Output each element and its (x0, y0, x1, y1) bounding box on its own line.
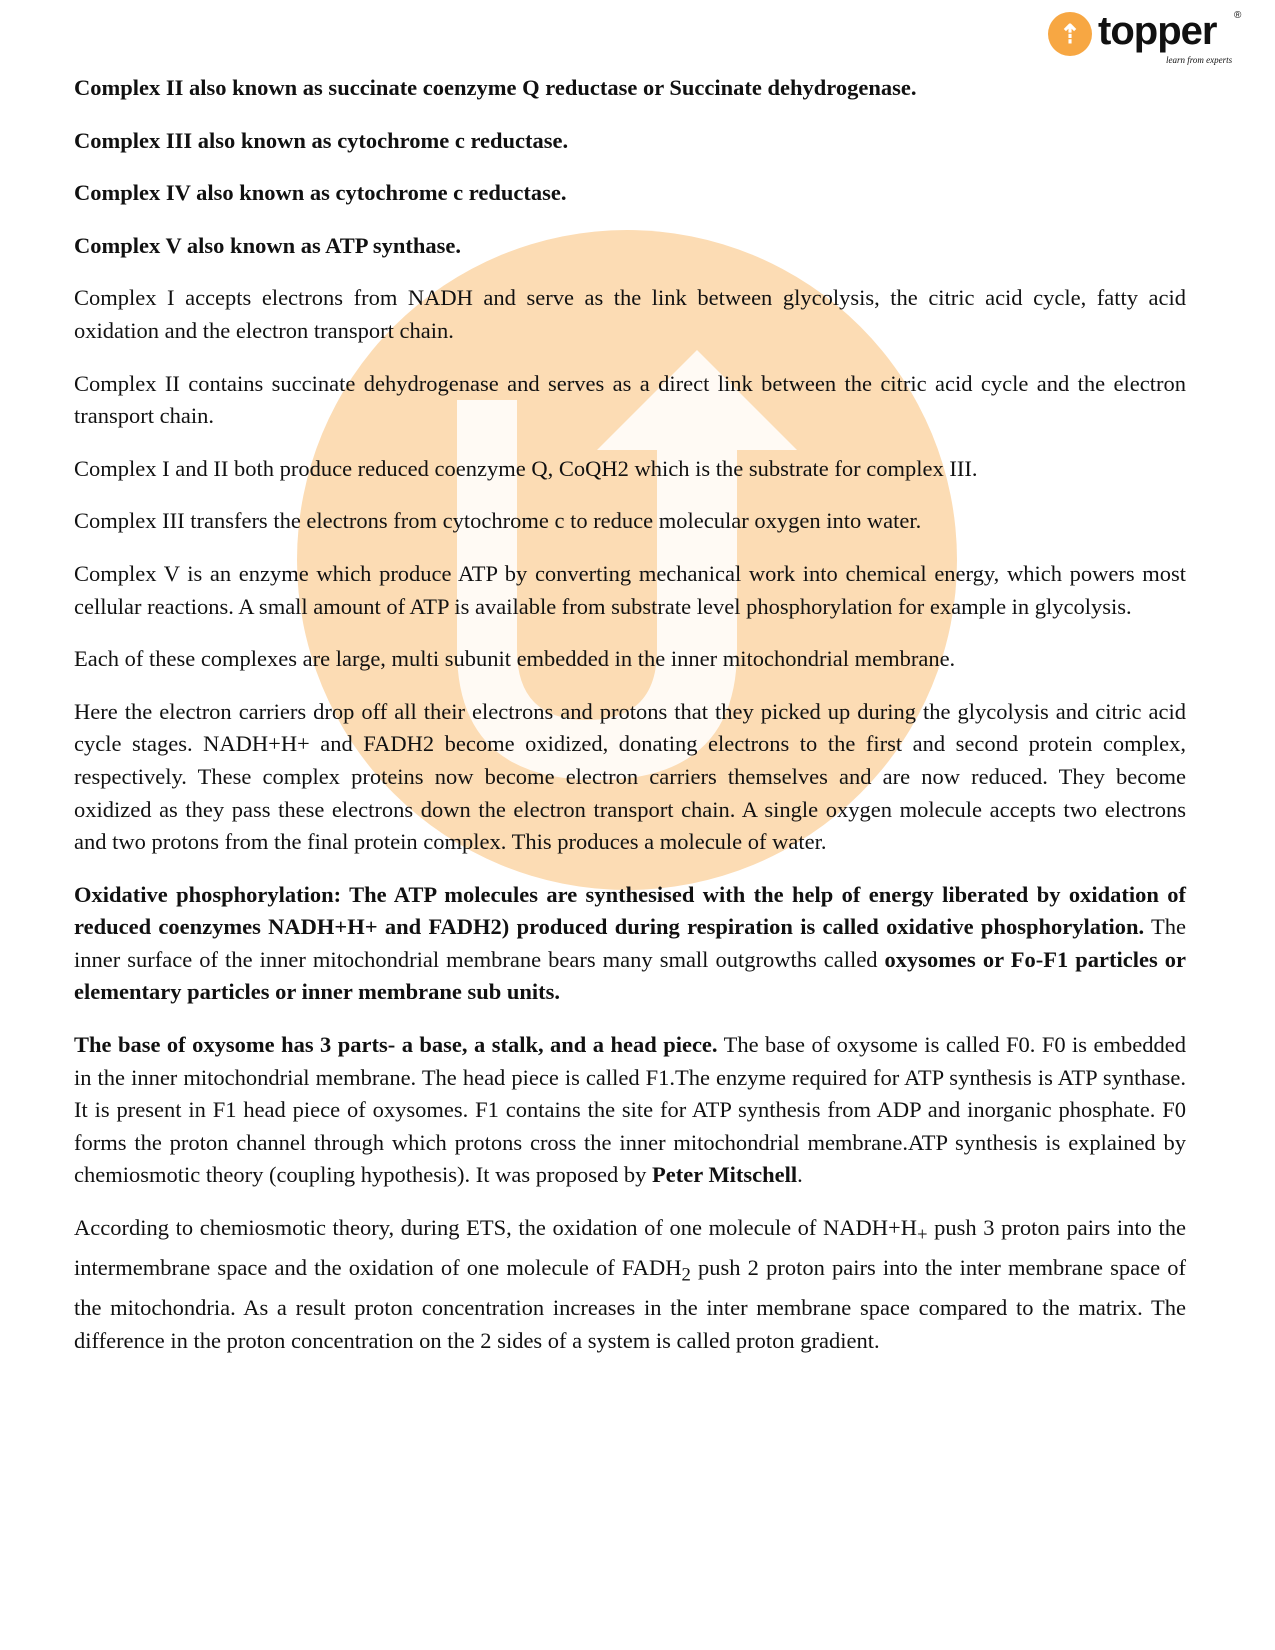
paragraph (74, 125, 1186, 158)
text: . (797, 1162, 803, 1188)
paragraph: Complex III transfers the electrons from cytochrome c to reduce molecular oxygen into water. (74, 508, 922, 534)
paragraph: Each of these complexes are large, multi subunit embedded in the inner mitochondrial membrane. (74, 646, 956, 672)
bold-text: Complex III also known as cytochrome c reductase. (74, 127, 569, 153)
chemiosmotic-paragraph (74, 1212, 1186, 1357)
logo-text: topper (1098, 9, 1217, 53)
paragraph: Complex I and II both produce reduced coenzyme Q, CoQH2 which is the substrate for complex III. (74, 455, 978, 481)
logo-tagline: learn from experts (1166, 55, 1233, 65)
subscript: + (916, 1224, 928, 1246)
bold-text: Oxidative phosphorylation: The ATP molecules are synthesised with the help of energy liberated by oxidation of reduced coenzymes NADH+H+ and FADH2) produced during respiration is called oxidative phosphorylation. (74, 881, 1186, 940)
bold-text: The base of oxysome has 3 parts- a base, a stalk, and a head piece. (74, 1032, 718, 1058)
oxidative-phosphorylation-paragraph (74, 879, 1186, 1009)
text: push 2 proton pairs into the inter membrane space of the mitochondria. As a result proton concentration increases in the inter membrane space compared to the matrix. The difference in the proton concentration on the 2 sides of a system is called proton gradient. (74, 1255, 1186, 1353)
bold-text: oxysomes or Fo-F1 particles or elementary particles or inner membrane sub units. (74, 946, 1186, 1005)
document-body (74, 72, 1186, 1377)
text: According to chemiosmotic theory, during ETS, the oxidation of one molecule of NADH+H (74, 1215, 917, 1241)
text: The inner surface of the inner mitochondrial membrane bears many small outgrowths called (74, 914, 1186, 972)
paragraph: Here the electron carriers drop off all their electrons and protons that they picked up during the glycolysis and citric acid cycle stages. NADH+H+ and FADH2 become oxidized, donating electrons to the first and second protein complex, respectively. These complex proteins now become electron carriers themselves and are now reduced. They become oxidized as they pass these electrons down the electron transport chain. A single oxygen molecule accepts two electrons and two protons from the final protein complex. This produces a molecule of water. (74, 698, 1186, 855)
logo-u-arrow-icon: ⇡ (1059, 19, 1081, 49)
text: The base of oxysome is called F0. F0 is embedded in the inner mitochondrial membrane. The head piece is called F1.The enzyme required for ATP synthesis is ATP synthase. It is present in F1 head piece of oxysomes. F1 contains the site for ATP synthesis from ADP and inorganic phosphate. F0 forms the proton channel through which protons cross the inner mitochondrial membrane.ATP synthesis is explained by chemiosmotic theory (coupling hypothesis). It was proposed by (74, 1032, 1186, 1188)
oxysome-paragraph (74, 1029, 1186, 1192)
subscript: 2 (681, 1264, 691, 1286)
paragraph (74, 72, 1186, 105)
paragraph (74, 177, 1186, 210)
paragraph: Complex I accepts electrons from NADH and serve as the link between glycolysis, the citric acid cycle, fatty acid oxidation and the electron transport chain. (74, 285, 1186, 343)
paragraph: Complex II contains succinate dehydrogenase and serves as a direct link between the citric acid cycle and the electron transport chain. (74, 370, 1186, 429)
bold-text: Complex IV also known as cytochrome c reductase. (74, 180, 567, 206)
paragraph (74, 230, 1186, 263)
topper-logo (1048, 10, 1258, 70)
bold-text: Peter Mitschell (652, 1162, 798, 1188)
bold-text: Complex V also known as ATP synthase. (74, 232, 461, 258)
paragraph: Complex V is an enzyme which produce ATP by converting mechanical work into chemical energy, which powers most cellular reactions. A small amount of ATP is available from substrate level phosphorylation for example in glycolysis. (74, 560, 1186, 619)
bold-text: Complex II also known as succinate coenzyme Q reductase or Succinate dehydrogenase. (74, 75, 917, 100)
registered-mark: ® (1234, 10, 1242, 21)
text: push 3 proton pairs into the intermembrane space and the oxidation of one molecule of FADH (74, 1215, 1186, 1281)
